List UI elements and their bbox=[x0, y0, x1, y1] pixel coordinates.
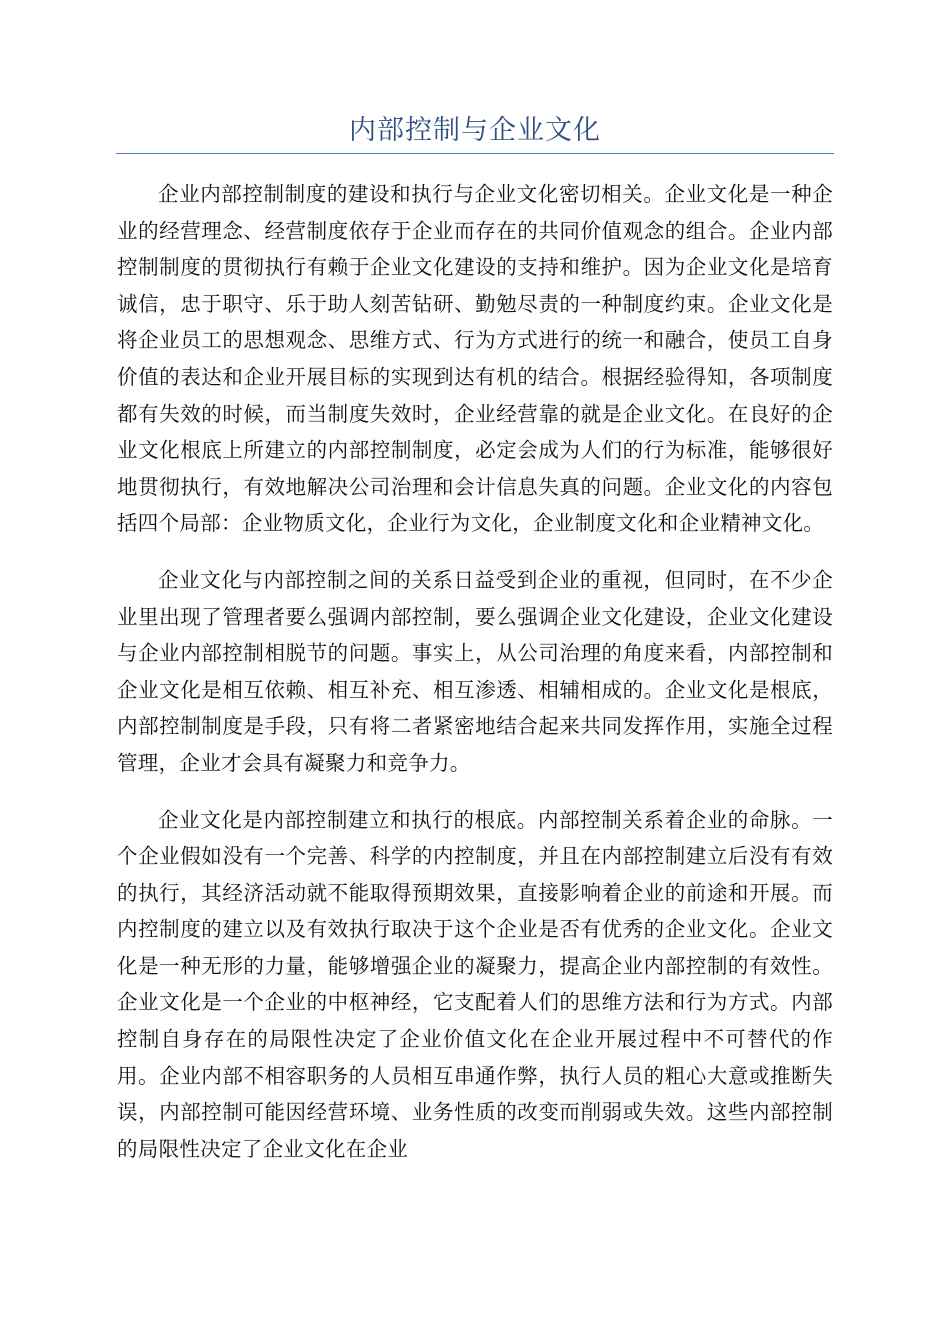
document-body bbox=[117, 176, 833, 1187]
title-underline bbox=[116, 153, 834, 154]
paragraph-3: 企业文化是内部控制建立和执行的根底。内部控制关系着企业的命脉。一个企业假如没有一个完善、科学的内控制度，并且在内部控制建立后没有有效的执行，其经济活动就不能取得预期效果，直接影响着企业的前途和开展。而内控制度的建立以及有效执行取决于这个企业是否有优秀的企业文化。企业文化是一种无形的力量，能够增强企业的凝聚力，提高企业内部控制的有效性。企业文化是一个企业的中枢神经，它支配着人们的思维方法和行为方式。内部控制自身存在的局限性决定了企业价值文化在企业开展过程中不可替代的作用。企业内部不相容职务的人员相互串通作弊，执行人员的粗心大意或推断失误，内部控制可能因经营环境、业务性质的改变而削弱或失效。这些内部控制的局限性决定了企业文化在企业 bbox=[117, 807, 833, 1161]
paragraph-1: 企业内部控制制度的建设和执行与企业文化密切相关。企业文化是一种企业的经营理念、经营制度依存于企业而存在的共同价值观念的组合。企业内部控制制度的贯彻执行有赖于企业文化建设的支持和维护。因为企业文化是培育诚信，忠于职守、乐于助人刻苦钻研、勤勉尽责的一种制度约束。企业文化是将企业员工的思想观念、思维方式、行为方式进行的统一和融合，使员工自身价值的表达和企业开展目标的实现到达有机的结合。根据经验得知，各项制度都有失效的时候，而当制度失效时，企业经营靠的就是企业文化。在良好的企业文化根底上所建立的内部控制制度，必定会成为人们的行为标准，能够很好地贯彻执行，有效地解决公司治理和会计信息失真的问题。企业文化的内容包括四个局部：企业物质文化，企业行为文化，企业制度文化和企业精神文化。 bbox=[117, 182, 833, 536]
document-title: 内部控制与企业文化 bbox=[349, 115, 601, 146]
paragraph-2: 企业文化与内部控制之间的关系日益受到企业的重视，但同时，在不少企业里出现了管理者要么强调内部控制，要么强调企业文化建设，企业文化建设与企业内部控制相脱节的问题。事实上，从公司治理的角度来看，内部控制和企业文化是相互依赖、相互补充、相互渗透、相辅相成的。企业文化是根底，内部控制制度是手段，只有将二者紧密地结合起来共同发挥作用，实施全过程管理，企业才会具有凝聚力和竞争力。 bbox=[117, 567, 833, 775]
